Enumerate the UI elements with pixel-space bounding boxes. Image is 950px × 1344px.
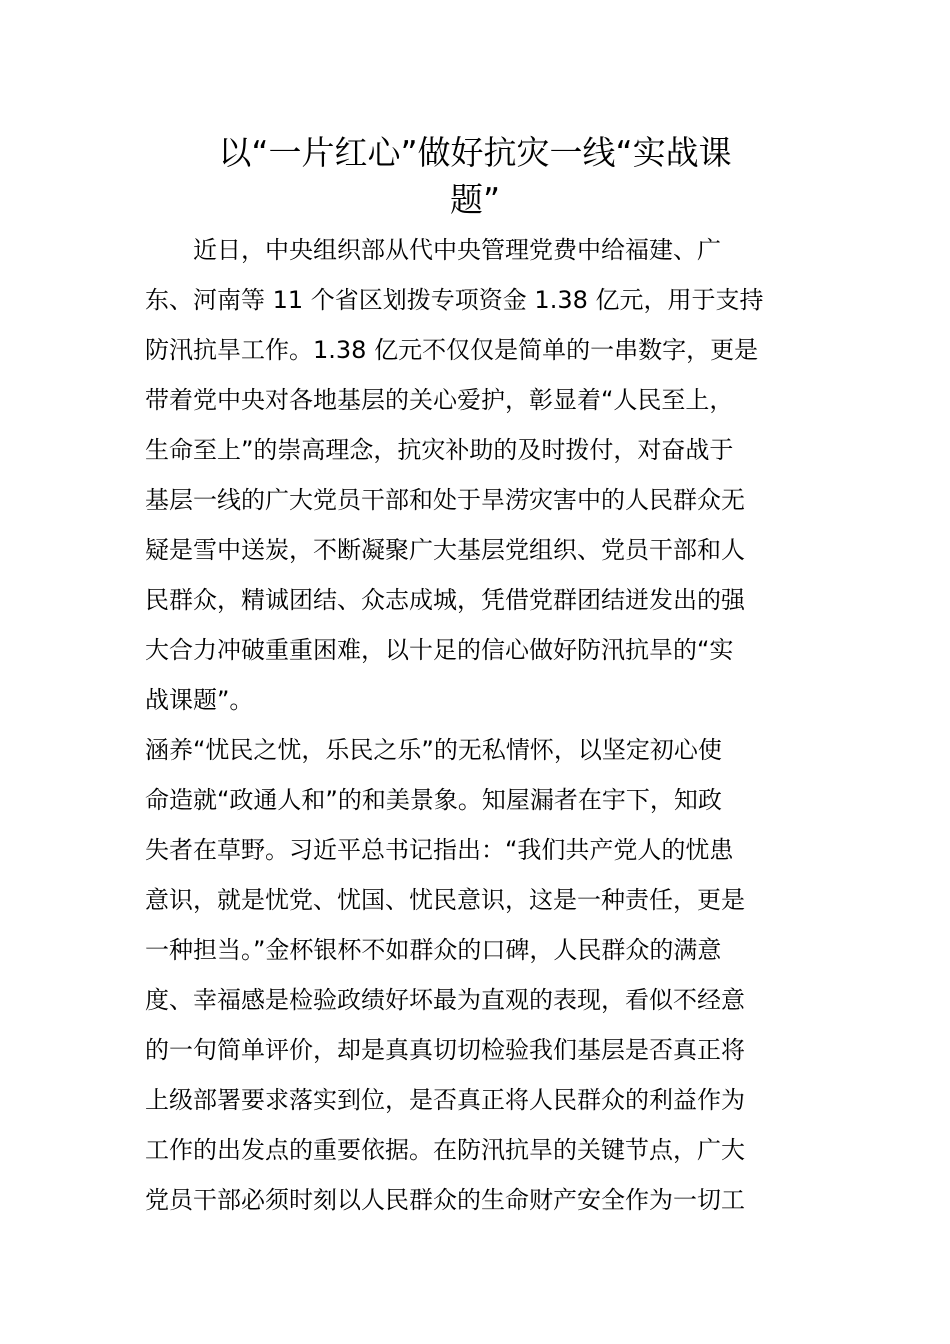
paragraph-1-line: 战课题”。 [145, 686, 254, 714]
paragraph-2-line: 涵养“忧民之忧，乐民之乐”的无私情怀，以坚定初心使 [145, 736, 722, 764]
paragraph-2-line: 的一句简单评价，却是真真切切检验我们基层是否真正将 [145, 1036, 745, 1064]
paragraph-1-line: 近日，中央组织部从代中央管理党费中给福建、广 [145, 236, 721, 264]
document-title-line-1: 以“一片红心”做好抗灾一线“实战课 [218, 133, 732, 172]
paragraph-2-line: 一种担当。”金杯银杯不如群众的口碑，人民群众的满意 [145, 936, 722, 964]
paragraph-1-line: 大合力冲破重重困难，以十足的信心做好防汛抗旱的“实 [145, 636, 734, 664]
paragraph-2-line: 党员干部必须时刻以人民群众的生命财产安全作为一切工 [145, 1186, 745, 1214]
paragraph-1-line: 带着党中央对各地基层的关心爱护，彰显着“人民至上， [145, 386, 734, 414]
paragraph-2-line: 意识，就是忧党、忧国、忧民意识，这是一种责任，更是 [145, 886, 745, 914]
paragraph-2-line: 失者在草野。习近平总书记指出：“我们共产党人的忧患 [145, 836, 734, 864]
paragraph-1-line: 疑是雪中送炭，不断凝聚广大基层党组织、党员干部和人 [145, 536, 745, 564]
paragraph-1-line: 防汛抗旱工作。1.38 亿元不仅仅是简单的一串数字，更是 [145, 336, 759, 364]
paragraph-1-line: 生命至上”的崇高理念，抗灾补助的及时拨付，对奋战于 [145, 436, 734, 464]
paragraph-1-line: 基层一线的广大党员干部和处于旱涝灾害中的人民群众无 [145, 486, 745, 514]
paragraph-2-line: 上级部署要求落实到位，是否真正将人民群众的利益作为 [145, 1086, 745, 1114]
paragraph-1-line: 民群众，精诚团结、众志成城，凭借党群团结迸发出的强 [145, 586, 745, 614]
paragraph-2-line: 命造就“政通人和”的和美景象。知屋漏者在宇下，知政 [145, 786, 722, 814]
paragraph-2-line: 度、幸福感是检验政绩好坏最为直观的表现，看似不经意 [145, 986, 745, 1014]
paragraph-1-line: 东、河南等 11 个省区划拨专项资金 1.38 亿元，用于支持 [145, 286, 764, 314]
paragraph-2-line: 工作的出发点的重要依据。在防汛抗旱的关键节点，广大 [145, 1136, 745, 1164]
document-title-line-2: 题” [449, 180, 501, 219]
